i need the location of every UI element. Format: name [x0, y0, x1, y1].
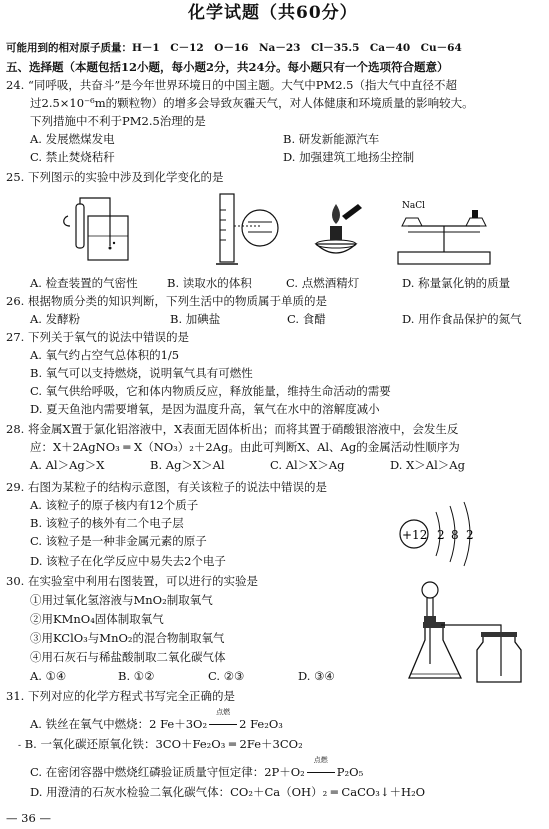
nacl-label: NaCl	[402, 201, 426, 211]
shell-2-electrons: 8	[451, 528, 459, 542]
shell-1-electrons: 2	[437, 528, 445, 542]
q30-item-1: ①用过氧化氢溶液与MnO₂制取氧气	[30, 593, 213, 607]
q29-option-d[interactable]: D. 该粒子在化学反应中易失去2个电子	[30, 554, 226, 568]
graduated-cylinder-figure	[212, 190, 282, 270]
q30-item-2: ②用KMnO₄固体制取氧气	[30, 612, 164, 626]
alcohol-lamp-figure	[306, 196, 366, 264]
q26-option-d[interactable]: D. 用作食品保护的氮气	[402, 312, 522, 326]
q25-option-d[interactable]: D. 称量氯化钠的质量	[402, 276, 511, 290]
q29-stem: 29. 右图为某粒子的结构示意图，有关该粒子的说法中错误的是	[6, 480, 327, 494]
page-title: 化学试题（共60分）	[188, 3, 358, 23]
gas-generation-apparatus-figure	[405, 578, 535, 690]
section-heading: 五、选择题（本题包括12小题，每小题2分，共24分。每小题只有一个选项符合题意）	[6, 60, 449, 74]
q25-option-c[interactable]: C. 点燃酒精灯	[286, 276, 360, 290]
q28-option-a[interactable]: A. Al＞Ag＞X	[30, 458, 105, 472]
q29-option-a[interactable]: A. 该粒子的原子核内有12个质子	[30, 498, 199, 512]
q30-option-a[interactable]: A. ①④	[30, 669, 67, 683]
q30-stem: 30. 在实验室中利用右图装置，可以进行的实验是	[6, 574, 258, 588]
q25-option-b[interactable]: B. 读取水的体积	[167, 276, 252, 290]
q29-option-c[interactable]: C. 该粒子是一种非金属元素的原子	[30, 534, 207, 548]
q31-c-products: P₂O₅	[336, 765, 364, 779]
q28-option-b[interactable]: B. Ag＞X＞Al	[150, 458, 225, 472]
nucleus-charge: +12	[402, 528, 428, 542]
q31-a-condition: 点燃	[216, 708, 231, 716]
q25-stem: 25. 下列图示的实验中涉及到化学变化的是	[6, 170, 224, 184]
q24-option-b[interactable]: B. 研发新能源汽车	[283, 132, 380, 146]
atom-structure-diagram	[392, 498, 492, 568]
page-number: — 36 —	[6, 811, 51, 825]
q27-option-b[interactable]: B. 氧气可以支持燃烧，说明氧气具有可燃性	[30, 366, 253, 380]
q27-stem: 27. 下列关于氧气的说法中错误的是	[6, 330, 189, 344]
q24-stem-1: 24. “同呼吸，共奋斗”是今年世界环境日的中国主题。大气中PM2.5（指大气中直径不超	[6, 78, 458, 92]
q31-b-text: B. 一氧化碳还原氧化铁：3CO＋Fe₂O₃ ═ 2Fe＋3CO₂	[24, 737, 303, 751]
q29-option-b[interactable]: B. 该粒子的核外有二个电子层	[30, 516, 184, 530]
q31-option-a[interactable]	[30, 708, 283, 731]
q31-c-reactants: C. 在密闭容器中燃烧红磷验证质量守恒定律：2P＋O₂	[30, 765, 305, 779]
q27-option-c[interactable]: C. 氧气供给呼吸，它和体内物质反应，释放能量，维持生命活动的需要	[30, 384, 391, 398]
q24-option-c[interactable]: C. 禁止焚烧秸秆	[30, 150, 115, 164]
balance-scale-figure	[394, 196, 494, 268]
q31-option-b[interactable]	[18, 737, 303, 753]
q31-b-mark: -	[18, 741, 22, 751]
q24-stem-2: 过2.5×10⁻⁶m的颗粒物）的增多会导致灰霾天气，对人体健康和环境质量的影响较大。	[30, 96, 474, 110]
q26-option-b[interactable]: B. 加碘盐	[170, 312, 221, 326]
q24-option-d[interactable]: D. 加强建筑工地扬尘控制	[283, 150, 415, 164]
q25-option-a[interactable]: A. 检查装置的气密性	[30, 276, 138, 290]
q31-c-condition: 点燃	[313, 756, 328, 764]
q31-a-reactants: A. 铁丝在氧气中燃烧：2 Fe＋3O₂	[30, 717, 208, 731]
q30-item-3: ③用KClO₃与MnO₂的混合物制取氧气	[30, 631, 225, 645]
shell-3-electrons: 2	[466, 528, 474, 542]
q26-stem: 26. 根据物质分类的知识判断，下列生活中的物质属于单质的是	[6, 294, 327, 308]
q31-option-c[interactable]	[30, 756, 364, 779]
q26-option-a[interactable]: A. 发酵粉	[30, 312, 81, 326]
airtightness-apparatus-figure	[58, 196, 148, 264]
q28-option-c[interactable]: C. Al＞X＞Ag	[270, 458, 345, 472]
q26-option-c[interactable]: C. 食醋	[287, 312, 326, 326]
atomic-masses: 可能用到的相对原子质量：H－1 C－12 O－16 Na－23 Cl－35.5 Ca－40 Cu－64	[6, 42, 462, 54]
q30-item-4: ④用石灰石与稀盐酸制取二氧化碳气体	[30, 650, 226, 664]
q31-stem: 31. 下列对应的化学方程式书写完全正确的是	[6, 689, 235, 703]
q31-option-d[interactable]: D. 用澄清的石灰水检验二氧化碳气体：CO₂＋Ca（OH）₂ ═ CaCO₃↓＋H₂O	[30, 785, 426, 799]
q30-option-d[interactable]: D. ③④	[298, 669, 335, 683]
q24-stem-3: 下列措施中不利于PM2.5治理的是	[30, 114, 206, 128]
q28-stem-1: 28. 将金属X置于氯化铝溶液中，X表面无固体析出；而将其置于硝酸银溶液中，会发生反	[6, 422, 459, 436]
q31-a-products: 2 Fe₂O₃	[239, 717, 283, 731]
q28-option-d[interactable]: D. X＞Al＞Ag	[390, 458, 465, 472]
q27-option-d[interactable]: D. 夏天鱼池内需要增氧，是因为温度升高，氧气在水中的溶解度减小	[30, 402, 380, 416]
q24-option-a[interactable]: A. 发展燃煤发电	[30, 132, 115, 146]
q30-option-c[interactable]: C. ②③	[208, 669, 245, 683]
q27-option-a[interactable]: A. 氧气约占空气总体积的1/5	[30, 348, 180, 362]
q28-stem-2: 应：X＋2AgNO₃ ═ X（NO₃）₂＋2Ag。由此可判断X、Al、Ag的金属活动性顺序为	[30, 440, 460, 454]
q30-option-b[interactable]: B. ①②	[118, 669, 155, 683]
